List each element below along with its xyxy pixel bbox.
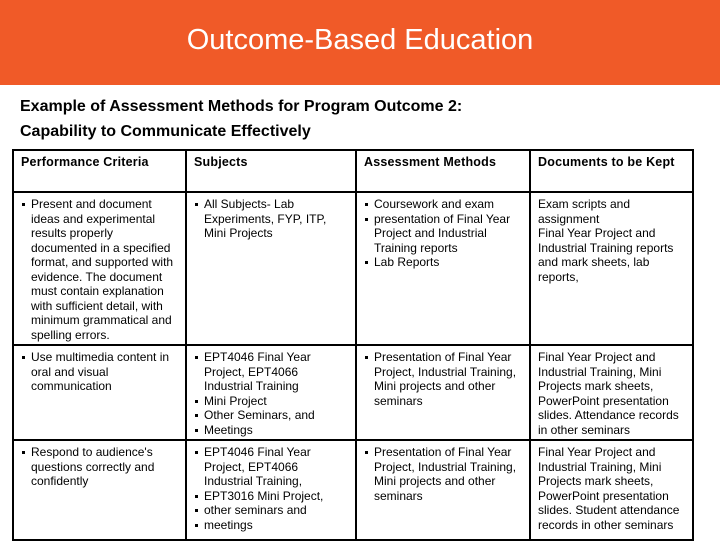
list-item: Presentation of Final Year Project, Industrial Training, Mini projects and other seminars — [364, 445, 523, 503]
cell-methods — [356, 192, 530, 345]
list-item: All Subjects- Lab Experiments, FYP, ITP, Mini Projects — [194, 197, 349, 241]
list-item: Meetings — [194, 423, 349, 438]
cell-subjects — [186, 192, 356, 345]
list-item: Other Seminars, and — [194, 408, 349, 423]
list-item: EPT4046 Final Year Project, EPT4066 Industrial Training, — [194, 445, 349, 489]
list-item: EPT3016 Mini Project, — [194, 489, 349, 504]
cell-methods — [356, 345, 530, 440]
table-header-row — [13, 150, 693, 192]
table-row — [13, 440, 693, 540]
list-item: EPT4046 Final Year Project, EPT4066 Industrial Training — [194, 350, 349, 394]
document-text: Final Year Project and Industrial Training, Mini Projects mark sheets, PowerPoint presentation slides. Attendance records in other seminars — [538, 350, 679, 437]
list-item: Use multimedia content in oral and visual communication — [21, 350, 179, 394]
assessment-table — [12, 149, 694, 541]
header-performance-criteria: Performance Criteria — [13, 150, 186, 192]
document-text: Final Year Project and Industrial Training, Mini Projects mark sheets, PowerPoint presentation slides. Student attendance records in other seminars — [538, 445, 680, 532]
document-text: Final Year Project and Industrial Training reports and mark sheets, lab reports, — [538, 226, 674, 284]
cell-subjects — [186, 440, 356, 540]
list-item: other seminars and — [194, 503, 349, 518]
cell-methods — [356, 440, 530, 540]
cell-criteria — [13, 440, 186, 540]
cell-documents — [530, 345, 693, 440]
subtitle — [20, 94, 462, 144]
list-item: presentation of Final Year Project and Industrial Training reports — [364, 212, 523, 256]
title-banner — [0, 0, 720, 85]
page-title: Outcome-Based Education — [186, 24, 534, 56]
cell-criteria — [13, 192, 186, 345]
header-assessment-methods: Assessment Methods — [356, 150, 530, 192]
cell-documents — [530, 440, 693, 540]
header-subjects: Subjects — [186, 150, 356, 192]
cell-criteria — [13, 345, 186, 440]
list-item: Mini Project — [194, 394, 349, 409]
document-text: Exam scripts and assignment — [538, 197, 631, 226]
cell-documents — [530, 192, 693, 345]
list-item: Presentation of Final Year Project, Industrial Training, Mini projects and other seminars — [364, 350, 523, 408]
list-item: Present and document ideas and experimental results properly documented in a specified format, and supported with evidence. The document must contain explanation with sufficient detail, with minimum grammatical and spelling errors. — [21, 197, 179, 342]
list-item: Lab Reports — [364, 255, 523, 270]
header-documents: Documents to be Kept — [530, 150, 693, 192]
list-item: meetings — [194, 518, 349, 533]
subtitle-line-1: Example of Assessment Methods for Program Outcome 2: — [20, 98, 463, 115]
table-row — [13, 345, 693, 440]
list-item: Respond to audience's questions correctly and confidently — [21, 445, 179, 489]
subtitle-line-2: Capability to Communicate Effectively — [20, 123, 311, 140]
list-item: Coursework and exam — [364, 197, 523, 212]
table-row — [13, 192, 693, 345]
cell-subjects — [186, 345, 356, 440]
